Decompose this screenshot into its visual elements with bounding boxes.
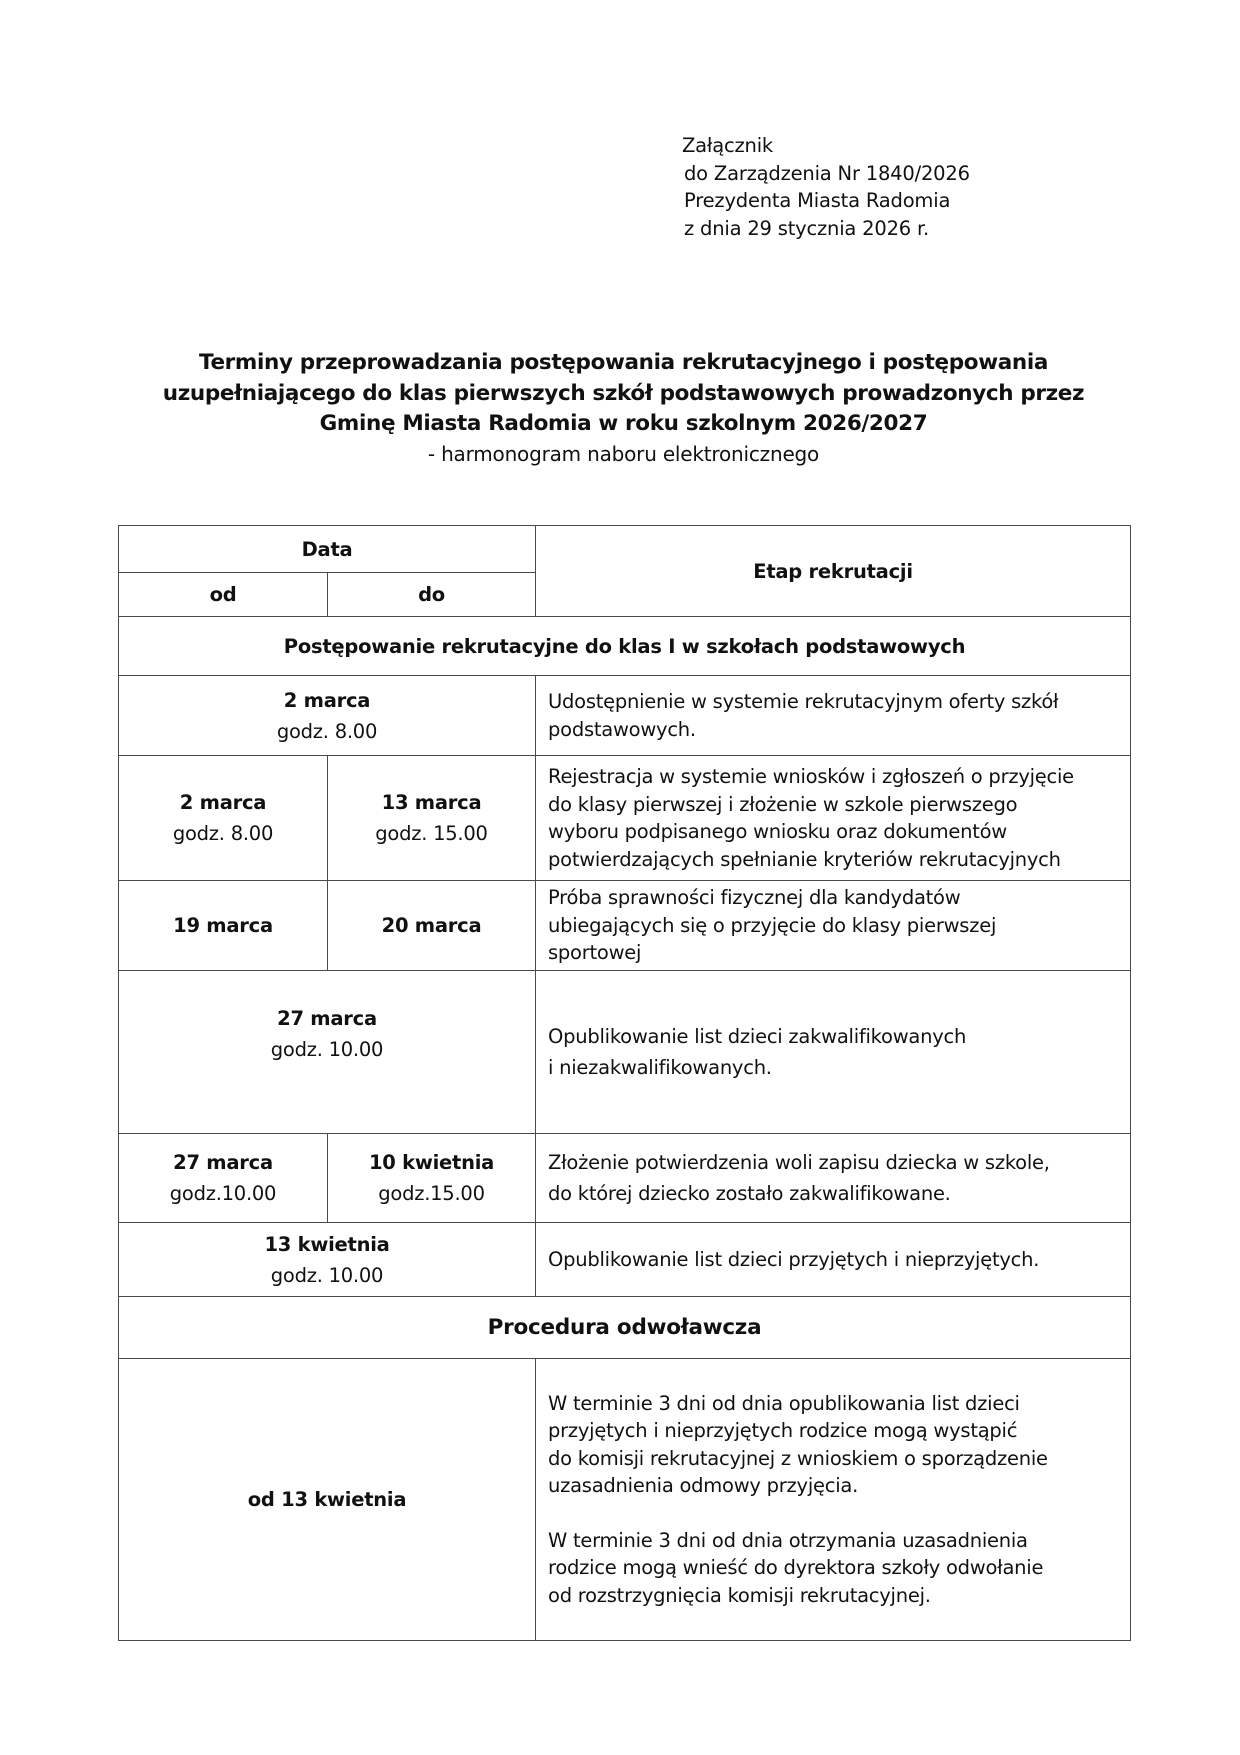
annex-line-4: z dnia 29 stycznia 2026 r.: [684, 216, 930, 240]
table-row: [119, 971, 1131, 1134]
stage-text: Rejestracja w systemie wniosków i zgłoszeń o przyjęcie: [548, 765, 1074, 788]
appeal-text: uzasadnienia odmowy przyjęcia.: [548, 1474, 859, 1498]
date-cell: [119, 971, 536, 1134]
from-cell: [119, 1134, 328, 1223]
stage-text: wyboru podpisanego wniosku oraz dokumentów: [548, 820, 1007, 843]
date-cell: [119, 676, 536, 756]
stage-cell: [536, 1359, 1131, 1641]
stage-cell: [536, 1223, 1131, 1297]
section-title-appeal: Procedura odwoławcza: [119, 1297, 1131, 1359]
header-row: [119, 526, 1131, 573]
date-cell: [119, 1359, 536, 1641]
section-title-recruitment: Postępowanie rekrutacyjne do klas I w szkołach podstawowych: [119, 617, 1131, 676]
to-time: godz. 15.00: [375, 822, 488, 845]
from-time: godz. 8.00: [172, 822, 274, 845]
table-row: [119, 1134, 1131, 1223]
from-date: 19 marca: [173, 914, 273, 937]
date-cell: [119, 1223, 536, 1297]
header-stage: Etap rekrutacji: [536, 526, 1131, 617]
to-time: godz.15.00: [378, 1182, 485, 1205]
date: 27 marca: [277, 1007, 377, 1030]
appeal-text: W terminie 3 dni od dnia opublikowania list dzieci: [548, 1391, 1020, 1415]
table-row: [119, 756, 1131, 881]
stage-text: Opublikowanie list dzieci przyjętych i nieprzyjętych.: [548, 1247, 1040, 1271]
annex-line-2: do Zarządzenia Nr 1840/2026: [684, 161, 970, 185]
section-row: [119, 617, 1131, 676]
appeal-text: przyjętych i nieprzyjętych rodzice mogą wystąpić: [548, 1419, 1018, 1443]
stage-text: Udostępnienie w systemie rekrutacyjnym oferty szkół: [548, 690, 1059, 713]
date: 13 kwietnia: [264, 1232, 390, 1256]
from-time: godz.10.00: [169, 1182, 277, 1205]
stage-text: Złożenie potwierdzenia woli zapisu dziecka w szkole,: [548, 1151, 1050, 1174]
header-to: do: [328, 573, 536, 617]
table-row: [119, 881, 1131, 971]
to-cell: [328, 881, 536, 971]
annex-line-3: Prezydenta Miasta Radomia: [684, 189, 951, 212]
section-row: [119, 1297, 1131, 1359]
stage-cell: [536, 971, 1131, 1134]
appeal-text: rodzice mogą wnieść do dyrektora szkoły odwołanie: [548, 1556, 1044, 1580]
stage-text: Opublikowanie list dzieci zakwalifikowanych: [548, 1025, 967, 1048]
to-date: 20 marca: [381, 914, 482, 937]
time: godz. 10.00: [270, 1263, 384, 1287]
from-cell: [119, 881, 328, 971]
to-date: 13 marca: [381, 791, 482, 814]
time: godz. 10.00: [270, 1038, 384, 1061]
stage-text: i niezakwalifikowanych.: [548, 1056, 772, 1079]
from-date: 2 marca: [179, 791, 267, 814]
stage-text: podstawowych.: [548, 717, 696, 741]
stage-text: sportowej: [548, 941, 642, 965]
stage-text: Próba sprawności fizycznej dla kandydatów: [548, 886, 961, 910]
date: 2 marca: [283, 688, 371, 712]
title-line-2: uzupełniającego do klas pierwszych szkół podstawowych prowadzonych przez: [162, 380, 1085, 406]
table-row: [119, 676, 1131, 756]
stage-text: do klasy pierwszej i złożenie w szkole pierwszego: [548, 792, 1018, 816]
stage-text: ubiegających się o przyjęcie do klasy pierwszej: [548, 913, 997, 937]
stage-cell: [536, 676, 1131, 756]
from-date: 27 marca: [173, 1151, 273, 1174]
appeal-date: od 13 kwietnia: [247, 1488, 407, 1511]
recruitment-schedule-table: [118, 525, 1131, 1641]
document-title: [118, 348, 1129, 468]
title-line-1: Terminy przeprowadzania postępowania rekrutacyjnego i postępowania: [198, 350, 1049, 375]
title-line-3: Gminę Miasta Radomia w roku szkolnym 2026/2027: [319, 411, 928, 436]
annex-header: [684, 132, 970, 242]
table-row: [119, 1223, 1131, 1297]
appeal-text: od rozstrzygnięcia komisji rekrutacyjnej.: [548, 1583, 931, 1607]
to-cell: [328, 1134, 536, 1223]
stage-cell: [536, 756, 1131, 881]
appeal-text: do komisji rekrutacyjnej z wnioskiem o sporządzenie: [548, 1446, 1048, 1470]
from-cell: [119, 756, 328, 881]
annex-line-1: Załącznik: [682, 134, 774, 157]
stage-text: potwierdzających spełnianie kryteriów rekrutacyjnych: [548, 847, 1061, 871]
header-from: od: [119, 573, 328, 617]
to-cell: [328, 756, 536, 881]
document-subtitle: - harmonogram naboru elektronicznego: [427, 441, 820, 466]
appeal-text: W terminie 3 dni od dnia otrzymania uzasadnienia: [548, 1528, 1028, 1552]
time: godz. 8.00: [276, 719, 378, 743]
table-row: [119, 1359, 1131, 1641]
stage-text: do której dziecko zostało zakwalifikowane.: [548, 1182, 951, 1205]
to-date: 10 kwietnia: [368, 1151, 495, 1174]
stage-cell: [536, 1134, 1131, 1223]
stage-cell: [536, 881, 1131, 971]
paragraph-gap: [548, 1500, 1122, 1527]
header-date: Data: [119, 526, 536, 573]
